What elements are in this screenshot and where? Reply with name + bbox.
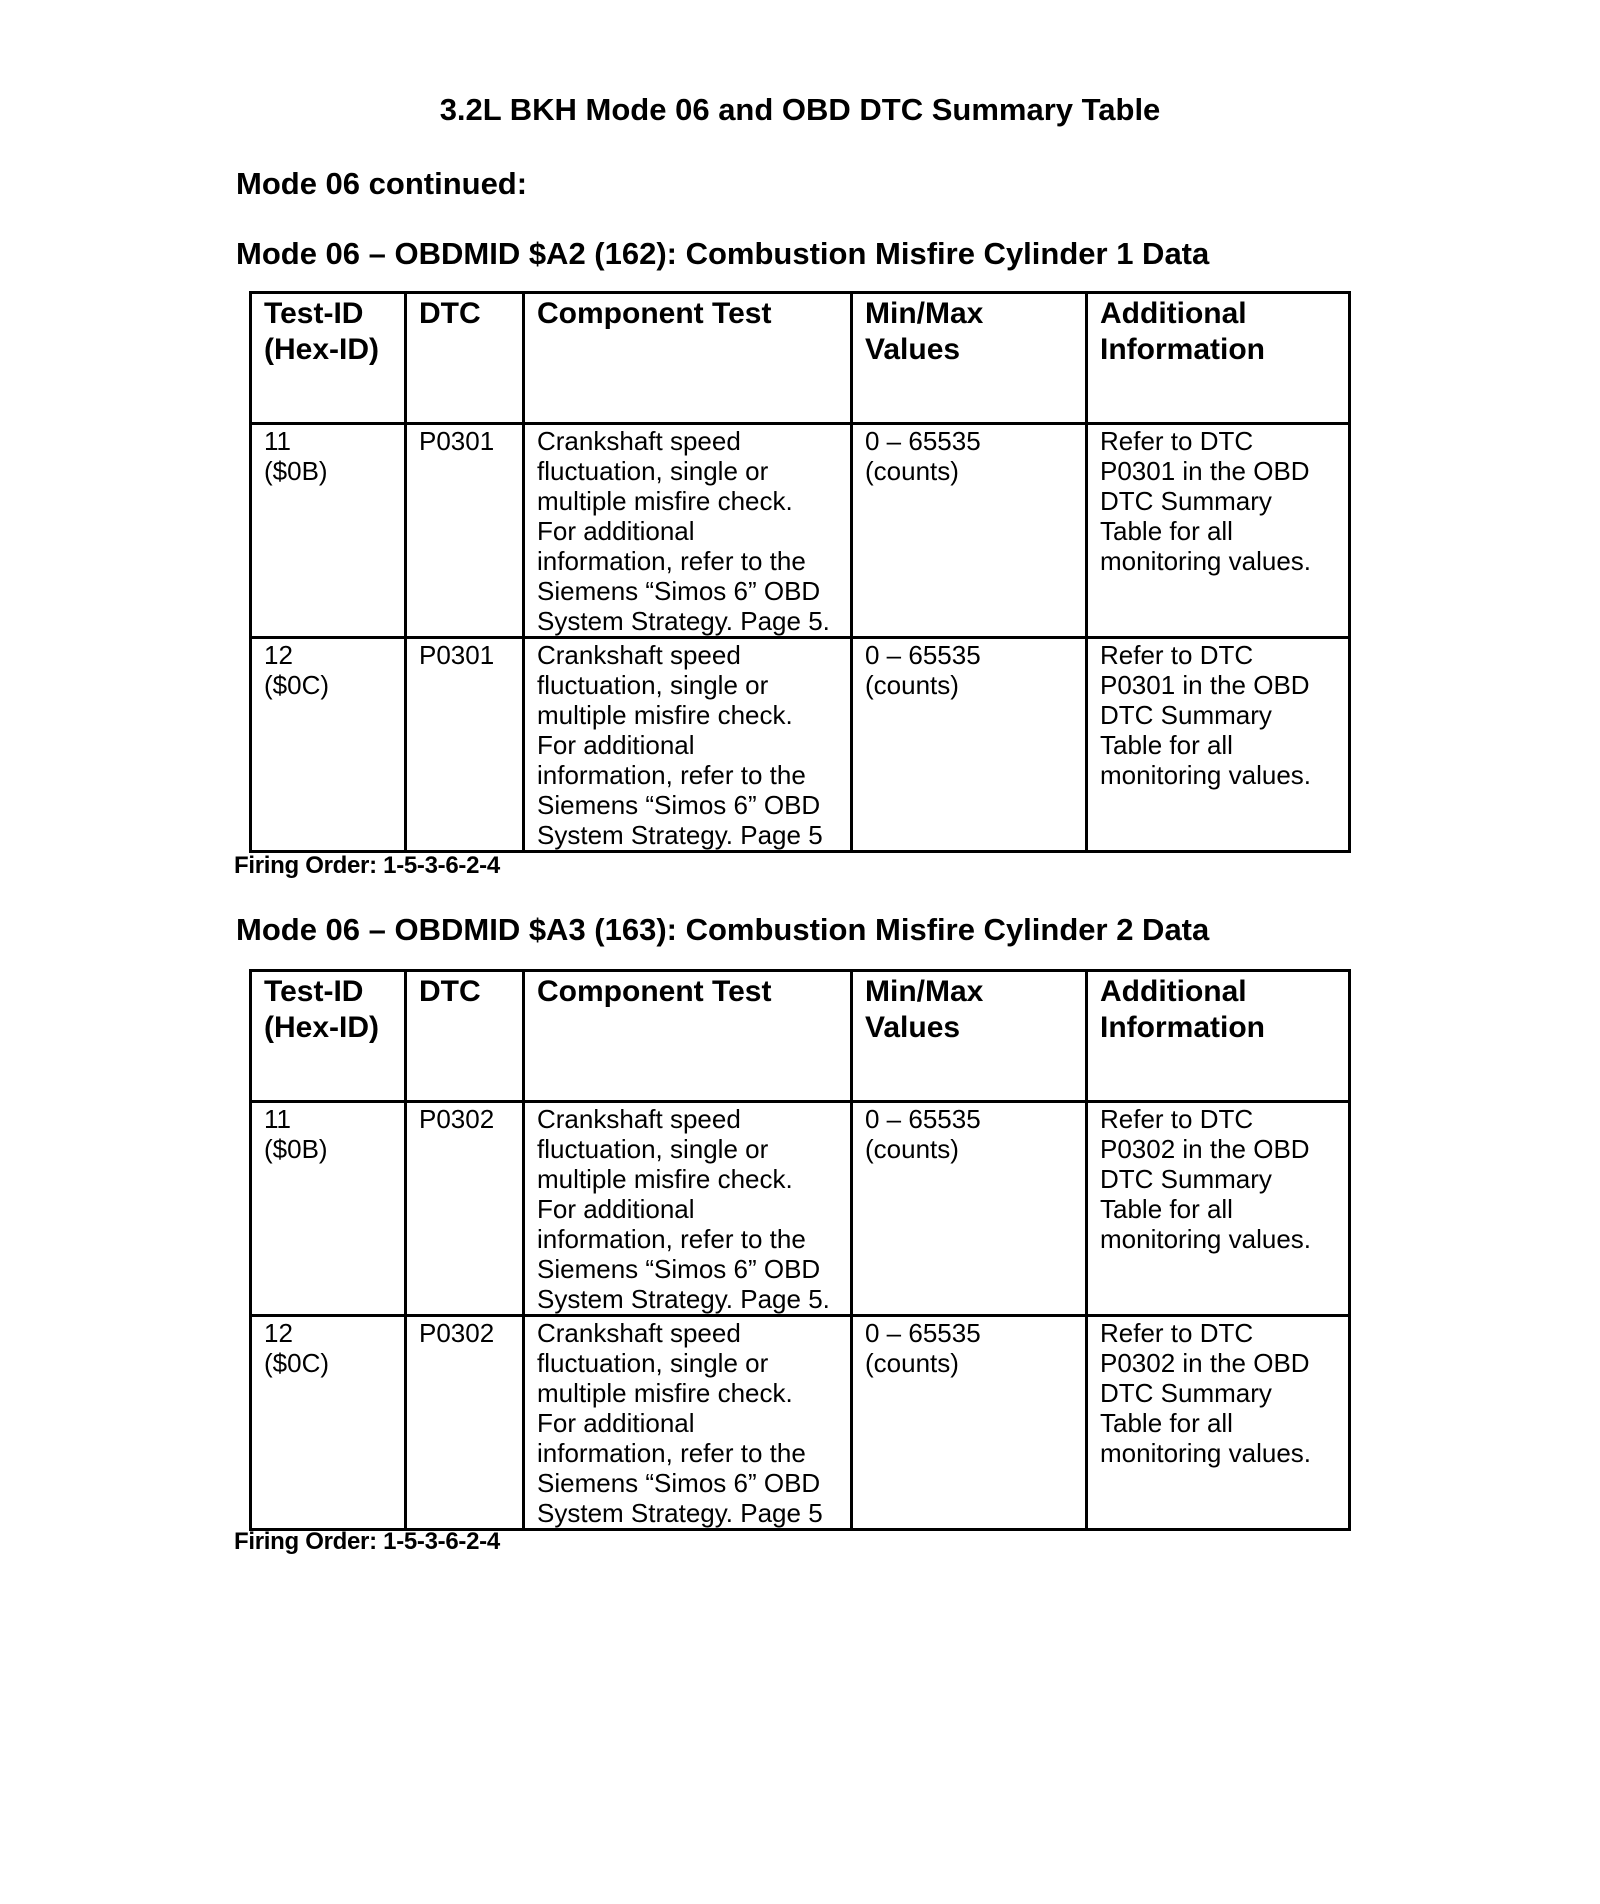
cell-min-max: 0 – 65535 (counts)	[852, 638, 1087, 852]
table-header-row	[251, 971, 1350, 1102]
header-dtc: DTC	[406, 971, 524, 1102]
header-min-max: Min/Max Values	[852, 971, 1087, 1102]
cell-min-max: 0 – 65535 (counts)	[852, 1102, 1087, 1316]
cell-additional-info: Refer to DTC P0301 in the OBD DTC Summary Table for all monitoring values.	[1087, 638, 1350, 852]
cell-additional-info: Refer to DTC P0302 in the OBD DTC Summary Table for all monitoring values.	[1087, 1102, 1350, 1316]
cell-test-id: 12 ($0C)	[251, 638, 406, 852]
firing-order-note: Firing Order: 1-5-3-6-2-4	[234, 852, 500, 879]
cell-dtc: P0302	[406, 1102, 524, 1316]
cell-dtc: P0302	[406, 1316, 524, 1530]
header-test-id: Test-ID (Hex-ID)	[251, 293, 406, 424]
header-component-test: Component Test	[524, 293, 852, 424]
section-heading: Mode 06 – OBDMID $A2 (162): Combustion Misfire Cylinder 1 Data	[236, 236, 1210, 271]
cell-min-max: 0 – 65535 (counts)	[852, 424, 1087, 638]
header-min-max: Min/Max Values	[852, 293, 1087, 424]
firing-order-note: Firing Order: 1-5-3-6-2-4	[234, 1528, 500, 1555]
cell-dtc: P0301	[406, 638, 524, 852]
cell-test-id: 11 ($0B)	[251, 1102, 406, 1316]
cell-test-id: 12 ($0C)	[251, 1316, 406, 1530]
mode06-table	[249, 969, 1351, 1531]
table-row	[251, 1316, 1350, 1530]
cell-test-id: 11 ($0B)	[251, 424, 406, 638]
cell-component-test: Crankshaft speed fluctuation, single or multiple misfire check. For additional information, refer to the Siemens “Simos 6” OBD System Strategy. Page 5	[524, 638, 852, 852]
header-component-test: Component Test	[524, 971, 852, 1102]
header-additional-info: Additional Information	[1087, 293, 1350, 424]
table-row	[251, 1102, 1350, 1316]
cell-additional-info: Refer to DTC P0301 in the OBD DTC Summary Table for all monitoring values.	[1087, 424, 1350, 638]
header-dtc: DTC	[406, 293, 524, 424]
header-test-id: Test-ID (Hex-ID)	[251, 971, 406, 1102]
table-header-row	[251, 293, 1350, 424]
cell-dtc: P0301	[406, 424, 524, 638]
cell-additional-info: Refer to DTC P0302 in the OBD DTC Summary Table for all monitoring values.	[1087, 1316, 1350, 1530]
table-row	[251, 424, 1350, 638]
cell-component-test: Crankshaft speed fluctuation, single or multiple misfire check. For additional information, refer to the Siemens “Simos 6” OBD System Strategy. Page 5.	[524, 424, 852, 638]
table-row	[251, 638, 1350, 852]
page-subtitle: Mode 06 continued:	[236, 166, 528, 201]
section-heading: Mode 06 – OBDMID $A3 (163): Combustion Misfire Cylinder 2 Data	[236, 912, 1210, 947]
header-additional-info: Additional Information	[1087, 971, 1350, 1102]
cell-component-test: Crankshaft speed fluctuation, single or multiple misfire check. For additional information, refer to the Siemens “Simos 6” OBD System Strategy. Page 5.	[524, 1102, 852, 1316]
cell-component-test: Crankshaft speed fluctuation, single or multiple misfire check. For additional information, refer to the Siemens “Simos 6” OBD System Strategy. Page 5	[524, 1316, 852, 1530]
cell-min-max: 0 – 65535 (counts)	[852, 1316, 1087, 1530]
page-title: 3.2L BKH Mode 06 and OBD DTC Summary Table	[439, 92, 1161, 127]
mode06-table	[249, 291, 1351, 853]
